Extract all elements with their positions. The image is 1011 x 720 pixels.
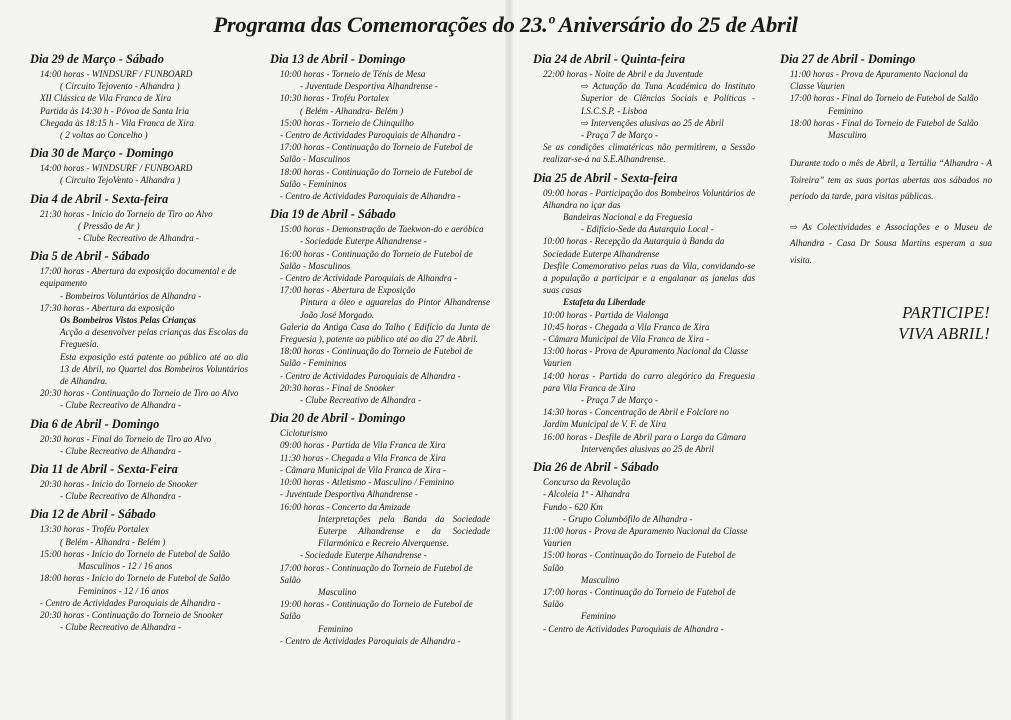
program-entry: 15:00 horas - Torneio de Chinquilho [280, 117, 414, 128]
day-heading: Dia 11 de Abril - Sexta-Feira [30, 462, 178, 477]
program-entry: - Alcoleia 1º - Alhandra [543, 489, 630, 500]
program-entry: ⇨ Intervenções alusivas ao 25 de Abril [581, 117, 724, 128]
program-entry: 19:00 horas - Continuação do Torneio de Futebol de Salão [280, 599, 473, 622]
program-entry: 20:30 horas - Continuação do Torneio de Tiro ao Alvo [40, 388, 239, 399]
program-entry: 10:00 horas - Recepção da Autarquia à Banda da Sociedade Euterpe Alhandrense [543, 236, 725, 259]
program-entry: - Edifício-Sede da Autarquia Local - [581, 224, 714, 235]
program-entry: - Câmara Municipal de Vila Franca de Xira - [280, 464, 447, 475]
program-entry: 18:00 horas - Final do Torneio de Futebol de Salão [790, 117, 979, 128]
day-heading: Dia 13 de Abril - Domingo [270, 52, 406, 66]
program-entry: ( Belém - Alhandra- Belém ) [300, 105, 404, 116]
program-entry: 10:00 horas - Atletismo - Masculino / Feminino [280, 477, 454, 488]
program-entry: Galeria da Antiga Casa do Talho ( Edifício da Junta de Freguesia ), patente ao público até ao dia 27 de Abril. [280, 321, 490, 345]
program-entry: 17:00 horas - Final do Torneio de Futebol de Salão [790, 93, 979, 104]
program-entry: 11:00 horas - Prova de Apuramento Nacional da Classe Vaurien [790, 69, 968, 92]
day-heading: Dia 24 de Abril - Quinta-feira [533, 52, 686, 66]
program-entry: Chegada às 18:15 h - Vila Franca de Xira [40, 117, 194, 128]
program-entry: - Sociedade Euterpe Alhandrense - [300, 550, 427, 561]
program-entry: Estafeta da Liberdade [563, 297, 646, 308]
program-entry: 16:00 horas - Concerto da Amizade [280, 501, 411, 512]
program-entry: - Centro de Actividades Paroquiais de Alhandra - [280, 191, 461, 202]
day-heading: Dia 25 de Abril - Sexta-feira [533, 170, 678, 185]
program-entry: 10:00 horas - Partida de Vialonga [543, 309, 669, 320]
program-entry: Pintura a óleo e aguarelas do Pintor Alhandrense João José Morgado. [300, 297, 490, 320]
program-entry: - Clube Recreativo de Alhandra - [78, 233, 199, 244]
program-entry: - Câmara Municipal de Vila Franca de Xira - [543, 334, 710, 345]
note-tertulia: Durante todo o mês de Abril, a Tertúlia “Alhandra - A Toireira” tem as suas portas abertas aos sábados no período da tarde, para visitas públicas. [790, 158, 992, 202]
program-entry: Feminino [581, 611, 616, 622]
day-heading: Dia 27 de Abril - Domingo [780, 52, 916, 66]
program-entry: 13:00 horas - Prova de Apuramento Nacional da Classe Vaurien [543, 346, 749, 369]
program-entry: 15:00 horas - Início do Torneio de Futebol de Salão [40, 548, 230, 559]
program-entry: 17:30 horas - Abertura da exposição [40, 302, 175, 313]
program-entry: 16:00 horas - Desfile de Abril para o Largo da Câmara [543, 431, 747, 442]
program-entry: - Centro de Actividade Paroquiais de Alhandra - [280, 273, 458, 284]
day-heading: Dia 19 de Abril - Sábado [270, 207, 396, 222]
day-heading: Dia 12 de Abril - Sábado [30, 507, 156, 522]
program-entry: Cicloturismo [280, 428, 328, 439]
program-entry: - Clube Recreativo de Alhandra - [60, 491, 181, 502]
program-entry: - Praça 7 de Março - [581, 395, 659, 406]
note-colectividades: ⇨ As Colectividades e Associações e o Museu de Alhandra - Casa Dr Sousa Martins esperam a sua visita. [790, 221, 992, 265]
program-entry: - Centro de Actividades Paroquiais de Alhandra - [280, 130, 461, 141]
program-entry: 21:30 horas - Início do Torneio de Tiro ao Alvo [40, 208, 213, 219]
program-entry: 10:00 horas - Torneio de Ténis de Mesa [280, 69, 426, 79]
program-entry: 17:00 horas - Abertura da exposição documental e de equipamento [40, 266, 237, 289]
day-heading: Dia 20 de Abril - Domingo [270, 411, 406, 426]
program-entry: - Bombeiros Voluntários de Alhandra - [60, 290, 202, 301]
program-entry: 11:00 horas - Prova de Apuramento Nacional da Classe Vaurien [543, 525, 748, 549]
program-entry: - Clube Recreativo de Alhandra - [60, 622, 181, 633]
program-entry: Esta exposição está patente ao público até ao dia 13 de Abril, no Quartel dos Bombeiros Voluntários de Alhandra. [60, 351, 248, 387]
program-entry: - Clube Recreativo de Alhandra - [300, 395, 421, 406]
program-entry: Masculino [318, 586, 357, 597]
program-entry: 10:45 horas - Chegada a Vila Franca de Xira [543, 321, 710, 332]
program-entry: 17:00 horas - Continuação do Torneio de Futebol de Salão - Masculinos [280, 142, 473, 165]
program-entry: Femininos - 12 / 16 anos [78, 585, 169, 596]
program-entry: Masculino [581, 574, 620, 585]
program-entry: - Clube Recreativo de Alhandra - [60, 400, 181, 411]
program-entry: - Centro de Actividades Paroquiais de Alhandra - [280, 370, 461, 381]
program-entry: - Centro de Actividades Paroquiais de Alhandra - [543, 623, 724, 634]
program-entry: ⇨ Actuação da Tuna Académica do Instituto Superior de Ciências Sociais e Políticas - I.S.C.S.P. - Lisboa [581, 81, 755, 116]
program-entry: 17:00 horas - Continuação do Torneio de Futebol de Salão [280, 562, 473, 585]
program-entry: - Centro de Actividades Paroquiais de Alhandra - [40, 597, 221, 608]
closing-notes [780, 155, 992, 344]
program-entry: Masculino [828, 130, 867, 141]
program-entry: 14:00 horas - Partida do carro alegórico da Freguesia para Vila Franca de Xira [543, 370, 755, 393]
column-3 [533, 52, 755, 635]
program-entry: 17:00 horas - Abertura de Exposição [280, 285, 416, 296]
program-entry: Se as condições climatéricas não permitirem, a Sessão realizar-se-á na S.E.Alhandrense. [543, 142, 755, 165]
day-heading: Dia 29 de Março - Sábado [30, 52, 164, 66]
program-entry: Intervenções alusivas ao 25 de Abril [581, 443, 714, 454]
program-entry: 10:30 horas - Troféu Portalex [280, 93, 389, 104]
program-entry: 18:00 horas - Continuação do Torneio de Futebol de Salão - Femininos [280, 166, 473, 189]
day-heading: Dia 30 de Março - Domingo [30, 146, 174, 161]
column-2 [270, 52, 490, 647]
program-entry: 20:30 horas - Início do Torneio de Snooker [40, 479, 198, 490]
program-entry: 09:00 horas - Participação dos Bombeiros Voluntários de Alhandra no içar das [543, 187, 755, 210]
program-entry: - Juventude Desportiva Alhandrense - [280, 489, 418, 500]
program-entry: - Centro de Actividades Paroquiais de Alhandra - [280, 635, 461, 646]
program-entry: 15:00 horas - Demonstração de Taekwon-do e aeróbica [280, 224, 484, 235]
program-entry: 15:00 horas - Continuação do Torneio de Futebol de Salão [543, 550, 736, 573]
program-entry: 20:30 horas - Final do Torneio de Tiro ao Alvo [40, 433, 212, 444]
program-entry: - Juventude Desportiva Alhandrense - [300, 81, 438, 92]
program-entry: - Sociedade Euterpe Alhandrense - [300, 236, 427, 247]
program-entry: 14:00 horas - WINDSURF / FUNBOARD [40, 163, 193, 174]
document-title: Programa das Comemorações do 23.º Aniversário do 25 de Abril [213, 12, 798, 37]
program-entry: ( Circuito Tejovento - Alhandra ) [60, 81, 180, 92]
program-entry: 17:00 horas - Continuação do Torneio de Futebol de Salão [543, 586, 736, 610]
column-4 [780, 52, 992, 344]
program-entry: 18:00 horas - Continuação do Torneio de Futebol de Salão - Femininos [280, 346, 473, 369]
program-entry: Feminino [828, 105, 863, 116]
slogan-viva-abril: VIVA ABRIL! [898, 324, 990, 344]
program-entry: Interpretações pela Banda da Sociedade Euterpe Alhandrense e da Sociedade Filarmónica e Recreio Alverquense. [318, 513, 490, 549]
day-heading: Dia 4 de Abril - Sexta-feira [30, 191, 169, 206]
page-fold [505, 0, 513, 720]
program-entry: ( Belém - Alhandra - Belém ) [60, 536, 166, 547]
program-entry: ( 2 voltas ao Concelho ) [60, 130, 148, 141]
program-entry: ( Circuito TejoVento - Alhandra ) [60, 175, 181, 186]
program-entry: 11:30 horas - Chegada a Vila Franca de Xira [280, 452, 446, 463]
program-entry: Partida às 14:30 h - Póvoa de Santa Iria [40, 105, 190, 116]
program-entry: 09:00 horas - Partida de Vila Franca de Xira [280, 440, 446, 451]
program-entry: - Clube Recreativo de Alhandra - [60, 445, 181, 456]
slogan-participe: PARTICIPE! [902, 303, 990, 323]
program-entry: ( Pressão de Ar ) [78, 220, 140, 231]
program-entry: Feminino [318, 623, 353, 634]
program-entry: Fundo - 620 Km [543, 501, 603, 512]
program-entry: 20:30 horas - Continuação do Torneio de Snooker [40, 609, 224, 620]
program-entry: 22:00 horas - Noite de Abril e da Juventude [543, 69, 703, 79]
day-heading: Dia 5 de Abril - Sábado [30, 249, 150, 264]
program-entry: 13:30 horas - Troféu Portalex [40, 524, 149, 535]
program-entry: Os Bombeiros Vistos Pelas Crianças [60, 315, 196, 326]
column-1 [30, 52, 248, 633]
program-entry: Desfile Comemorativo pelas ruas da Vila, convidando-se a população a participar e a engalanar as janelas das suas casas [543, 260, 755, 296]
program-entry: 18:00 horas - Início do Torneio de Futebol de Salão [40, 573, 230, 584]
program-entry: XII Clássica de Vila Franca de Xira [40, 93, 172, 104]
program-entry: Acção a desenvolver pelas crianças das Escolas da Freguesia. [60, 327, 248, 350]
program-entry: 14:30 horas - Concentração de Abril e Folclore no Jardim Municipal de V. F. de Xira [543, 407, 729, 430]
program-entry: - Grupo Columbófilo de Alhandra - [563, 513, 693, 524]
program-entry: Bandeiras Nacional e da Freguesia [563, 212, 693, 223]
program-entry: 20:30 horas - Final de Snooker [280, 382, 395, 393]
program-entry: Concurso da Revolução [543, 477, 631, 488]
program-entry: - Praça 7 de Março - [581, 130, 659, 141]
program-entry: 16:00 horas - Continuação do Torneio de Futebol de Salão - Masculinos [280, 248, 473, 271]
program-entry: Masculinos - 12 / 16 anos [78, 561, 173, 572]
day-heading: Dia 26 de Abril - Sábado [533, 460, 659, 475]
day-heading: Dia 6 de Abril - Domingo [30, 416, 160, 431]
program-entry: 14:00 horas - WINDSURF / FUNBOARD [40, 69, 193, 79]
